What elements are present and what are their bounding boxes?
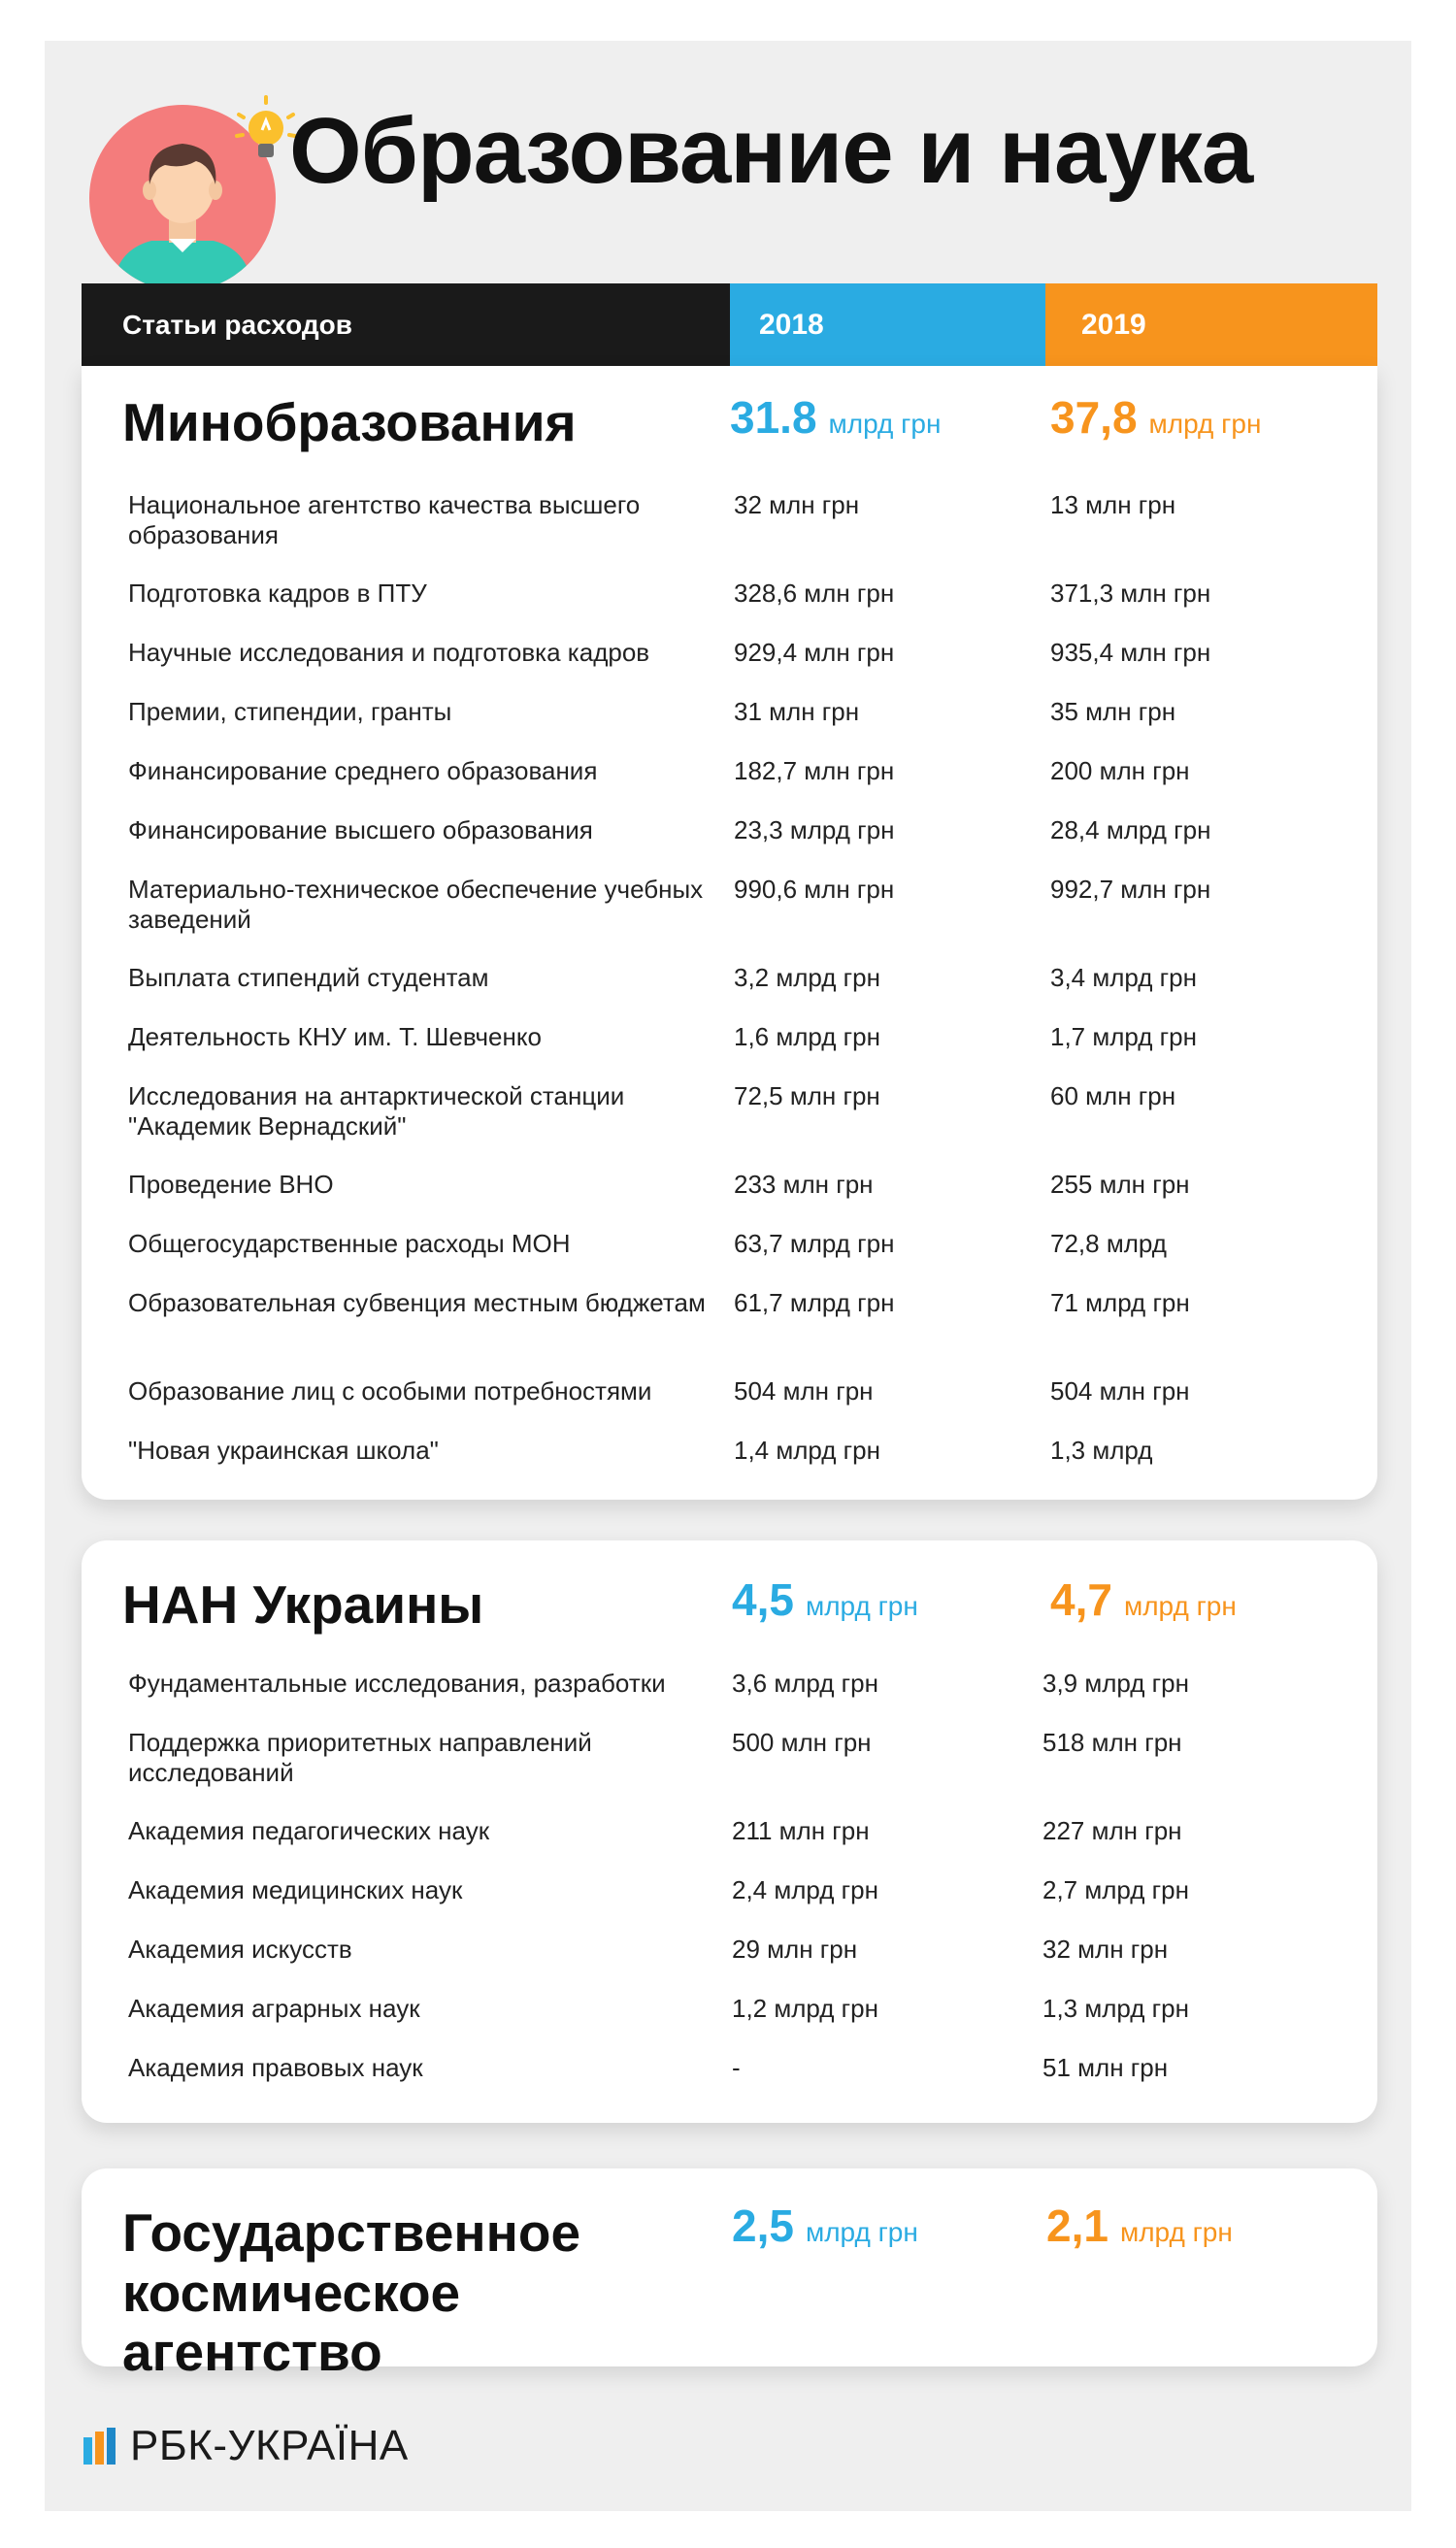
total-2019-value: 2,1 <box>1046 2201 1109 2251</box>
row-value-2019: 992,7 млн грн <box>1050 875 1211 904</box>
row-label: Выплата стипендий студентам <box>128 963 489 992</box>
row-label: Деятельность КНУ им. Т. Шевченко <box>128 1022 542 1051</box>
row-value-2019: 60 млн грн <box>1050 1081 1176 1110</box>
table-row <box>82 875 1377 963</box>
row-label: Академия аграрных наук <box>128 1994 420 2023</box>
row-value-2018: 328,6 млн грн <box>734 579 895 608</box>
row-label: Академия педагогических наук <box>128 1816 490 1845</box>
row-value-2018: 72,5 млн грн <box>734 1081 880 1110</box>
row-label: Поддержка приоритетных направлений исследований <box>128 1728 592 1787</box>
section-total-2018 <box>732 1573 918 1626</box>
table-row <box>82 1081 1377 1170</box>
table-row <box>82 1022 1377 1081</box>
section-card-space-agency <box>82 2168 1377 2383</box>
section-rows <box>82 490 1377 1495</box>
table-row <box>82 490 1377 579</box>
table-row <box>82 756 1377 815</box>
table-row <box>82 1288 1377 1376</box>
row-label: Образовательная субвенция местным бюджетам <box>128 1288 706 1317</box>
row-value-2018: 182,7 млн грн <box>734 756 895 785</box>
row-value-2018: 929,4 млн грн <box>734 638 895 667</box>
row-value-2019: 71 млрд грн <box>1050 1288 1190 1317</box>
row-label: Академия медицинских наук <box>128 1875 463 1904</box>
row-value-2018: - <box>732 2053 741 2082</box>
row-value-2019: 227 млн грн <box>1042 1816 1182 1845</box>
row-value-2018: 233 млн грн <box>734 1170 874 1199</box>
row-value-2018: 1,4 млрд грн <box>734 1436 880 1465</box>
row-value-2018: 990,6 млн грн <box>734 875 895 904</box>
page-title: Образование и наука <box>289 99 1253 203</box>
section-total-2018 <box>730 391 941 444</box>
column-header-2019: 2019 <box>1045 283 1377 366</box>
total-2019-value: 37,8 <box>1050 392 1138 443</box>
table-row <box>82 1170 1377 1229</box>
row-value-2018: 504 млн грн <box>734 1376 874 1406</box>
total-2019-unit: млрд грн <box>1119 2217 1233 2247</box>
row-value-2019: 255 млн грн <box>1050 1170 1190 1199</box>
row-value-2018: 32 млн грн <box>734 490 860 519</box>
row-value-2018: 3,6 млрд грн <box>732 1669 878 1698</box>
row-label: Академия правовых наук <box>128 2053 423 2082</box>
row-label: Фундаментальные исследования, разработки <box>128 1669 666 1698</box>
section-total-2019 <box>1046 2200 1233 2252</box>
row-value-2019: 1,7 млрд грн <box>1050 1022 1197 1051</box>
column-header-2018: 2018 <box>730 283 1045 366</box>
row-label: Премии, стипендии, гранты <box>128 697 452 726</box>
row-value-2019: 35 млн грн <box>1050 697 1176 726</box>
row-value-2018: 31 млн грн <box>734 697 860 726</box>
table-row <box>82 1669 1377 1728</box>
row-label: Финансирование высшего образования <box>128 815 593 844</box>
table-row <box>82 963 1377 1022</box>
row-label: Академия искусств <box>128 1935 352 1964</box>
table-row <box>82 1875 1377 1935</box>
table-row <box>82 815 1377 875</box>
row-value-2019: 72,8 млрд <box>1050 1229 1167 1258</box>
section-card-minobrazovaniya <box>82 366 1377 1500</box>
section-total-2019 <box>1050 1573 1237 1626</box>
row-label: Подготовка кадров в ПТУ <box>128 579 427 608</box>
column-header-items: Статьи расходов <box>82 283 730 366</box>
total-2018-value: 2,5 <box>732 2201 794 2251</box>
section-rows <box>82 1669 1377 2112</box>
row-value-2019: 1,3 млрд <box>1050 1436 1153 1465</box>
table-row <box>82 1376 1377 1436</box>
row-value-2018: 63,7 млрд грн <box>734 1229 895 1258</box>
row-label: Материально-техническое обеспечение учебных заведений <box>128 875 704 934</box>
section-card-nan-ukrainy <box>82 1540 1377 2123</box>
row-value-2018: 500 млн грн <box>732 1728 872 1757</box>
total-2018-unit: млрд грн <box>805 1591 918 1621</box>
row-value-2019: 518 млн грн <box>1042 1728 1182 1757</box>
total-2019-unit: млрд грн <box>1123 1591 1237 1621</box>
row-value-2018: 211 млн грн <box>732 1816 870 1845</box>
row-label: "Новая украинская школа" <box>128 1436 439 1465</box>
row-value-2018: 3,2 млрд грн <box>734 963 880 992</box>
row-value-2019: 935,4 млн грн <box>1050 638 1211 667</box>
row-label: Общегосударственные расходы МОН <box>128 1229 571 1258</box>
row-value-2018: 2,4 млрд грн <box>732 1875 878 1904</box>
table-row <box>82 638 1377 697</box>
row-label: Научные исследования и подготовка кадров <box>128 638 650 667</box>
row-value-2019: 13 млн грн <box>1050 490 1176 519</box>
table-row <box>82 1229 1377 1288</box>
table-row <box>82 697 1377 756</box>
row-value-2018: 61,7 млрд грн <box>734 1288 895 1317</box>
row-label: Проведение ВНО <box>128 1170 334 1199</box>
infographic <box>45 41 1411 2511</box>
row-value-2019: 51 млн грн <box>1042 2053 1169 2082</box>
table-row <box>82 1935 1377 1994</box>
table-row <box>82 1728 1377 1816</box>
total-2018-value: 4,5 <box>732 1574 794 1625</box>
row-value-2018: 23,3 млрд грн <box>734 815 895 844</box>
table-header <box>82 283 1377 366</box>
row-value-2019: 3,4 млрд грн <box>1050 963 1197 992</box>
header <box>45 41 1411 264</box>
row-value-2018: 29 млн грн <box>732 1935 858 1964</box>
row-label: Образование лиц с особыми потребностями <box>128 1376 652 1406</box>
student-avatar-icon <box>82 76 297 291</box>
row-label: Национальное агентство качества высшего образования <box>128 490 641 549</box>
row-value-2019: 3,9 млрд грн <box>1042 1669 1189 1698</box>
logo-text: РБК-УКРАЇНА <box>130 2422 409 2469</box>
total-2018-unit: млрд грн <box>805 2217 918 2247</box>
row-value-2019: 1,3 млрд грн <box>1042 1994 1189 2023</box>
row-value-2019: 2,7 млрд грн <box>1042 1875 1189 1904</box>
table-row <box>82 1436 1377 1495</box>
row-label: Исследования на антарктической станции "Академик Вернадский" <box>128 1081 625 1141</box>
total-2018-unit: млрд грн <box>828 409 942 439</box>
table-row <box>82 579 1377 638</box>
row-value-2019: 504 млн грн <box>1050 1376 1190 1406</box>
section-title: НАН Украины <box>122 1574 484 1635</box>
total-2018-value: 31.8 <box>730 392 817 443</box>
table-row <box>82 1994 1377 2053</box>
table-row <box>82 2053 1377 2112</box>
total-2019-value: 4,7 <box>1050 1574 1112 1625</box>
section-title: Государственное космическое агентство <box>122 2202 581 2383</box>
row-value-2018: 1,2 млрд грн <box>732 1994 878 2023</box>
rbk-logo-icon <box>83 2428 116 2465</box>
section-total-2018 <box>732 2200 918 2252</box>
section-title: Минобразования <box>122 392 577 452</box>
table-row <box>82 1816 1377 1875</box>
row-value-2018: 1,6 млрд грн <box>734 1022 880 1051</box>
row-label: Финансирование среднего образования <box>128 756 598 785</box>
row-value-2019: 32 млн грн <box>1042 1935 1169 1964</box>
row-value-2019: 200 млн грн <box>1050 756 1190 785</box>
section-total-2019 <box>1050 391 1261 444</box>
total-2019-unit: млрд грн <box>1148 409 1262 439</box>
rbk-ukraina-logo <box>83 2417 409 2475</box>
row-value-2019: 371,3 млн грн <box>1050 579 1211 608</box>
row-value-2019: 28,4 млрд грн <box>1050 815 1211 844</box>
